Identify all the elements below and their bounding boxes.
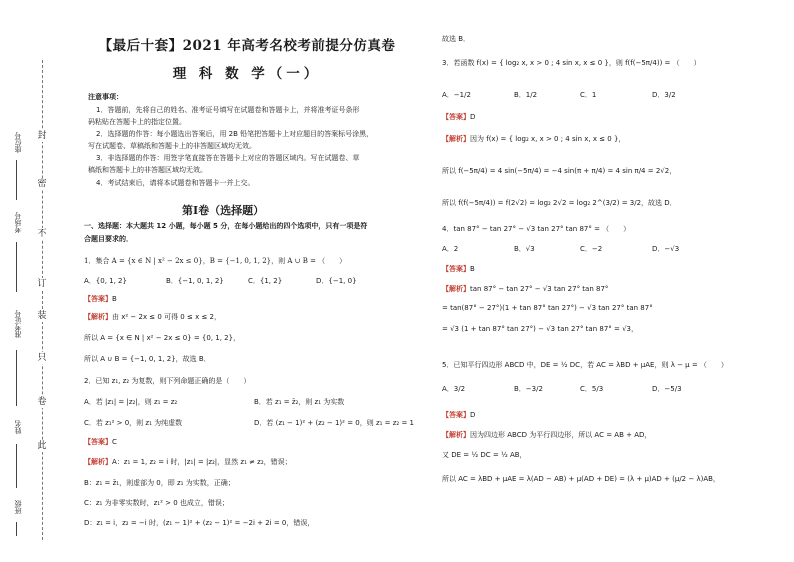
class-field[interactable]: 班级: [14, 500, 22, 514]
question-4: 4．tan 87° − tan 27° − √3 tan 27° tan 87° = （ ）: [442, 225, 631, 233]
q2-explanation: C：z₁ 为非零实数时，z₁² > 0 也成立，错误；: [84, 499, 229, 507]
answer-label: 【答案】: [442, 265, 470, 273]
seal-char: 不: [37, 229, 47, 239]
section-intro: 一、选择题：本大题共 12 小题，每小题 5 分，在每小题给出的四个选项中，只有一项是符: [84, 222, 368, 230]
q5-option-c: C．5/3: [580, 385, 604, 393]
q1-option-d: D．{−1, 0}: [316, 277, 357, 285]
notice-line: 2．选择题的作答：每小题选出答案后，用 2B 铅笔把答题卡上对应题目的答案标号涂黑，: [96, 130, 374, 138]
left-column: [82, 0, 415, 562]
q4-option-b: B．√3: [514, 245, 535, 253]
q3-explanation: 因为 f(x) = { log₂ x, x > 0 ; 4 sin x, x ≤ 0 }，: [470, 135, 626, 143]
q2-explanation: D：z₁ = i，z₂ = −i 时，(z₁ − 1)² + (z₂ − 1)² = −2i + 2i = 0，错误，: [84, 519, 315, 527]
seal-char: 卷: [37, 397, 47, 407]
field-underline: [16, 350, 17, 406]
explanation-label: 【解析】: [84, 458, 112, 466]
answer-label: 【答案】: [84, 295, 112, 303]
q4-explanation: tan 87° − tan 27° − √3 tan 27° tan 87°: [470, 285, 609, 293]
question-5: 5．已知平行四边形 ABCD 中，DE = ½ DC，若 AC = λBD + μAE，则 λ − μ = （ ）: [442, 361, 728, 369]
q4-answer: B: [470, 265, 475, 273]
field-underline: [16, 242, 17, 292]
q5-explanation: 又 DE = ½ DC = ½ AB，: [442, 451, 527, 459]
q3-option-d: D．3/2: [652, 91, 676, 99]
notice-heading: 注意事项：: [88, 93, 123, 101]
q2-option-a: A．若 |z₁| = |z₂|，则 z₁ = z₂: [84, 398, 178, 406]
q1-answer: B: [112, 295, 117, 303]
notice-line: 稿纸和答题卡上的非答题区域均无效。: [88, 166, 207, 174]
question-2: 2．已知 z₁, z₂ 为复数，则下列命题正确的是（ ）: [84, 377, 251, 385]
q2-option-c: C．若 z₁² > 0，则 z₁ 为纯虚数: [84, 419, 183, 427]
q2-explanation: B：z₁ = z̄₁，则虚部为 0，即 z₁ 为实数，正确；: [84, 479, 235, 487]
q3-option-a: A．−1/2: [442, 91, 471, 99]
q2-conclusion: 故选 B．: [442, 35, 471, 43]
seal-char: 封: [37, 131, 47, 141]
notice-line: 写在试题卷、草稿纸和答题卡上的非答题区域均无效。: [88, 142, 256, 150]
q2-answer: C: [112, 438, 117, 446]
q5-explanation: 所以 AC = λBD + μAE = λ(AD − AB) + μ(AD + DE) = (λ + μ)AD + (μ/2 − λ)AB，: [442, 475, 720, 483]
q4-option-a: A．2: [442, 245, 459, 253]
notice-line: 3．非选择题的作答：用签字笔直接答在答题卡上对应的答题区域内。写在试题卷、草: [96, 154, 360, 162]
q2-option-d: D．若 (z₁ − 1)² + (z₂ − 1)² = 0，则 z₁ = z₂ = 1: [254, 419, 415, 427]
field-underline: [16, 522, 17, 536]
q1-option-c: C．{1, 2}: [248, 277, 283, 285]
q4-explanation: = tan(87° − 27°)(1 + tan 87° tan 27°) − √3 tan 27° tan 87°: [442, 304, 653, 312]
q3-explanation: 所以 f(f(−5π/4)) = f(2√2) = log₂ 2√2 = log₂ 2^(3/2) = 3/2，故选 D．: [442, 199, 677, 207]
q5-explanation: 因为四边形 ABCD 为平行四边形，所以 AC = AB + AD，: [470, 431, 652, 439]
question-1: 1．集合 A = {x ∈ N | x² − 2x ≤ 0}，B = {−1, 0, 1, 2}，则 A ∪ B = （ ）: [84, 257, 347, 265]
admission-number-field[interactable]: 准考证号: [14, 310, 22, 338]
q3-explanation: 所以 f(−5π/4) = 4 sin(−5π/4) = −4 sin(π + π/4) = 4 sin π/4 = 2√2，: [442, 167, 677, 175]
q4-explanation: = √3 (1 + tan 87° tan 27°) − √3 tan 27° tan 87° = √3，: [442, 325, 639, 333]
q5-option-a: A．3/2: [442, 385, 466, 393]
answer-label: 【答案】: [442, 113, 470, 121]
explanation-label: 【解析】: [442, 431, 470, 439]
section-title: 第Ⅰ卷（选择题）: [182, 204, 265, 217]
q2-explanation: A：z₁ = 1, z₂ = i 时，|z₁| = |z₂|，显然 z₁ ≠ z₂，错误；: [112, 458, 292, 466]
explanation-label: 【解析】: [442, 135, 470, 143]
answer-label: 【答案】: [442, 411, 470, 419]
field-underline: [16, 160, 17, 200]
q1-option-b: B．{−1, 0, 1, 2}: [166, 277, 224, 285]
q2-option-b: B．若 z₁ = z̄₂，则 z₁ 为实数: [254, 398, 345, 406]
q4-option-d: D．−√3: [652, 245, 680, 253]
exam-room-field[interactable]: 考场号: [14, 212, 22, 233]
notice-line: 码粘贴在答题卡上的指定位置。: [88, 118, 186, 126]
question-3: 3．若函数 f(x) = { log₂ x, x > 0 ; 4 sin x, x ≤ 0 }，则 f(f(−5π/4)) = （ ）: [442, 59, 701, 67]
q5-option-d: D．−5/3: [652, 385, 682, 393]
explanation-label: 【解析】: [442, 285, 470, 293]
notice-line: 4．考试结束后，请将本试题卷和答题卡一并上交。: [96, 179, 255, 187]
exam-title: 【最后十套】2021 年高考名校考前提分仿真卷: [98, 38, 396, 54]
q3-option-c: C．1: [580, 91, 597, 99]
seal-char: 密: [37, 179, 47, 189]
seat-number-field[interactable]: 座位号: [14, 132, 22, 153]
q1-option-a: A．{0, 1, 2}: [84, 277, 127, 285]
q5-option-b: B．−3/2: [514, 385, 543, 393]
q3-answer: D: [470, 113, 476, 121]
q3-option-b: B．1/2: [514, 91, 538, 99]
q4-option-c: C．−2: [580, 245, 603, 253]
seal-char: 此: [37, 441, 47, 451]
seal-char: 订: [37, 279, 47, 289]
explanation-label: 【解析】: [84, 313, 112, 321]
field-underline: [16, 444, 17, 488]
binding-margin: [8, 60, 58, 540]
q1-explanation: 所以 A = {x ∈ N | x² − 2x ≤ 0} = {0, 1, 2}，: [84, 334, 241, 342]
name-field[interactable]: 姓名: [14, 420, 22, 434]
notice-line: 1．答题前，先将自己的姓名、准考证号填写在试题卷和答题卡上，并将准考证号条形: [96, 106, 360, 114]
right-column: [440, 0, 740, 562]
seal-char: 装: [37, 311, 47, 321]
answer-label: 【答案】: [84, 438, 112, 446]
q5-answer: D: [470, 411, 476, 419]
section-intro: 合题目要求的．: [84, 235, 133, 243]
q1-explanation: 由 x² − 2x ≤ 0 可得 0 ≤ x ≤ 2，: [112, 313, 221, 321]
seal-char: 只: [37, 353, 47, 363]
exam-subtitle: 理 科 数 学（一）: [172, 66, 322, 82]
q1-explanation: 所以 A ∪ B = {−1, 0, 1, 2}，故选 B．: [84, 355, 211, 363]
